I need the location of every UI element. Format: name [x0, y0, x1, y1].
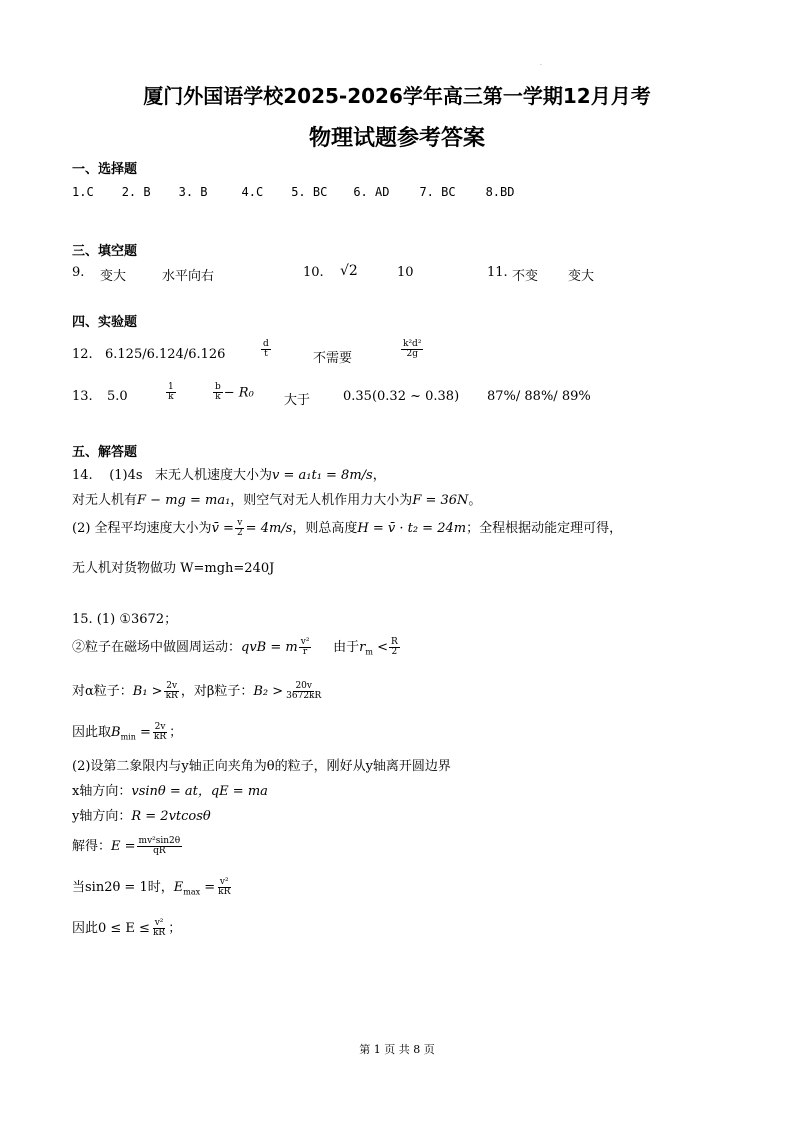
- q14-line1: 14. (1)4s 末无人机速度大小为v = a₁t₁ = 8m/s，: [72, 468, 386, 483]
- exp-q12-num: 12.: [72, 347, 93, 362]
- exp-q12-a: 6.125/6.124/6.126: [105, 347, 226, 362]
- page-footer: 第 1 页 共 8 页: [359, 1043, 435, 1056]
- exp-q13-b: [165, 383, 177, 403]
- fill-q11-b: 变大: [568, 269, 595, 284]
- scan-mark: .: [540, 60, 542, 67]
- choice-8: 8.BD: [485, 185, 515, 199]
- frac-b-over-k: $\frac{b}{k}$: [215, 382, 221, 403]
- exp-q12-b: [260, 340, 272, 360]
- exp-q12-d: [400, 340, 424, 360]
- exam-title: 厦门外国语学校2025-2026学年高三第一学期12月月考: [143, 84, 651, 108]
- q14-line3: (2) 全程平均速度大小为v̄ = $\frac{v}{2}$ = 4m/s，则总高度H = v̄ · t₂ = 24m；全程根据动能定理可得，: [72, 517, 623, 538]
- frac-E-expression: $\frac{\text{mv²sin2θ}}{qR}$: [138, 835, 181, 856]
- frac-d-over-t: $\frac{d}{t}$: [263, 339, 269, 360]
- q15-line6: x轴方向：vsinθ = at，qE = ma: [72, 784, 268, 799]
- frac-E-range: $\frac{\text{v²}}{kR}$: [152, 917, 166, 938]
- q15-line2: ②粒子在磁场中做圆周运动：qvB = m $\frac{\text{v²}}{r}$ 由于$r_m$ < $\frac{R}{2}$: [72, 636, 398, 657]
- fill-q11-num: 11.: [487, 265, 508, 280]
- exp-q13-c: $\frac{b}{k}$ − R₀: [215, 382, 254, 403]
- q15-line7: y轴方向：R = 2vtcosθ: [72, 809, 211, 824]
- frac-R-over-2: $\frac{R}{2}$: [390, 636, 398, 657]
- frac-v2-over-r: $\frac{\text{v²}}{r}$: [300, 636, 310, 657]
- q15-line10: 因此0 ≤ E ≤ $\frac{\text{v²}}{kR}$ ；: [72, 917, 182, 938]
- frac-k2d2-over-2g: $\frac{\text{k²d²}}{2g}$: [403, 339, 422, 360]
- fill-q11-a: 不变: [512, 269, 539, 284]
- fill-q9-a: 变大: [100, 269, 127, 284]
- frac-Bmin: $\frac{2v}{kR}$: [153, 721, 167, 742]
- q15-line8: 解得：E = $\frac{\text{mv²sin2θ}}{qR}$: [72, 835, 181, 856]
- fill-q9-b: 水平向右: [162, 269, 215, 284]
- frac-20v-over-3672kR: $\frac{20v}{3672kR}$: [286, 680, 322, 701]
- fill-q9-num: 9.: [72, 265, 85, 280]
- fill-q10-num: 10.: [303, 265, 324, 280]
- section-choice: 一、选择题: [72, 162, 138, 177]
- choice-7: 7. BC: [419, 185, 456, 199]
- q14-line4: 无人机对货物做功 W=mgh=240J: [72, 561, 275, 576]
- choice-3: 3. B: [178, 185, 208, 199]
- choice-2: 2. B: [121, 185, 151, 199]
- section-solutions: 五、解答题: [72, 445, 138, 460]
- frac-2v-over-kR: $\frac{2v}{kR}$: [165, 680, 178, 701]
- q15-line4: 因此取$B_{min}$ = $\frac{2v}{kR}$ ；: [72, 721, 183, 742]
- choice-answers: [72, 185, 514, 199]
- choice-6: 6. AD: [353, 185, 390, 199]
- choice-4: 4.C: [241, 185, 264, 199]
- exp-q13-a: 5.0: [107, 389, 128, 404]
- q15-line5: (2)设第二象限内与y轴正向夹角为θ的粒子，刚好从y轴离开圆边界: [72, 759, 451, 774]
- fill-q10-a: √2: [340, 263, 358, 279]
- section-fill: 三、填空题: [72, 244, 138, 259]
- exp-q13-e: 0.35(0.32 ~ 0.38): [343, 389, 460, 404]
- section-experiment: 四、实验题: [72, 315, 138, 330]
- q14-line2: 对无人机有F − mg = ma₁，则空气对无人机作用力大小为F = 36N。: [72, 493, 482, 508]
- frac-1-over-k: $\frac{1}{k}$: [168, 382, 174, 403]
- frac-Emax: $\frac{\text{v²}}{kR}$: [218, 876, 231, 897]
- choice-1: 1.C: [72, 185, 94, 199]
- choice-5: 5. BC: [291, 185, 328, 199]
- exp-q13-num: 13.: [72, 389, 93, 404]
- fill-q10-b: 10: [397, 265, 414, 280]
- exp-q12-c: 不需要: [313, 351, 353, 366]
- q15-line9: 当sin2θ = 1时，$E_{max}$ = $\frac{\text{v²}}{kR}$: [72, 876, 231, 897]
- exp-q13-f: 87%/ 88%/ 89%: [487, 389, 591, 404]
- frac-v-over-2: $\frac{v}{2}$: [236, 517, 243, 538]
- exp-q13-d: 大于: [284, 393, 311, 408]
- q15-line3: 对α粒子：B₁ > $\frac{2v}{kR}$ ，对β粒子：B₂ > $\frac{20v}{3672kR}$: [72, 680, 322, 701]
- q15-line1: 15. (1) ①3672；: [72, 612, 178, 627]
- exam-subtitle: 物理试题参考答案: [308, 126, 485, 151]
